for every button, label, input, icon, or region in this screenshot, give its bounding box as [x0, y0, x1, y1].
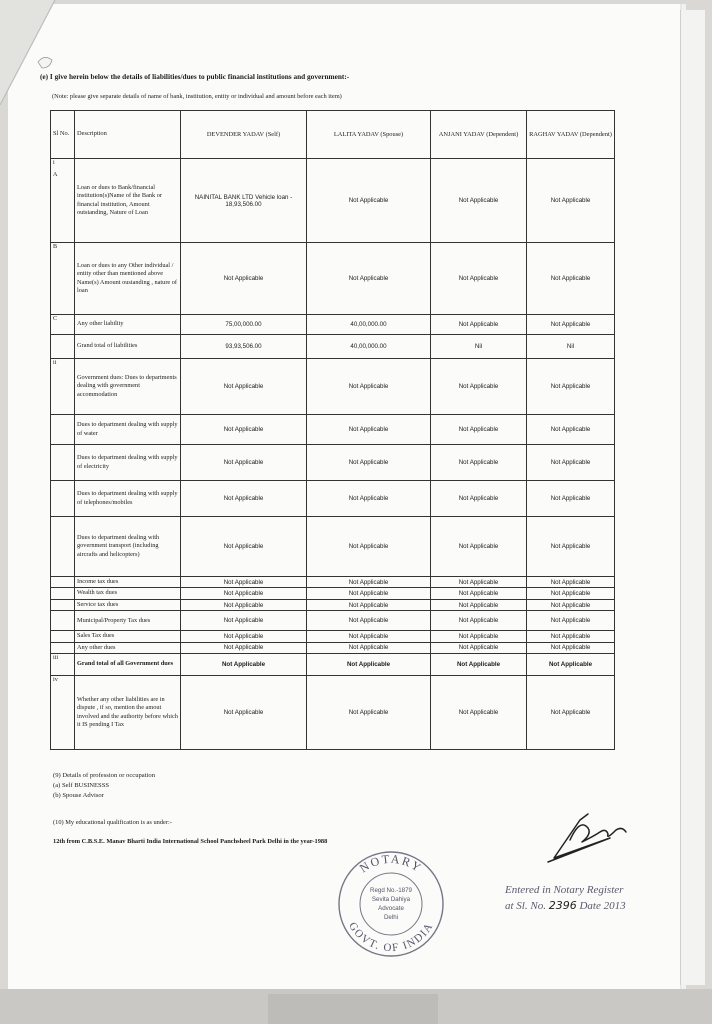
cell-sl	[51, 415, 75, 445]
cell-self: Not Applicable	[181, 642, 307, 653]
cell-sl	[51, 599, 75, 610]
table-row	[51, 588, 615, 599]
cell-dependent-2: Not Applicable	[527, 577, 615, 588]
cell-dependent-2: Not Applicable	[527, 642, 615, 653]
cell-description: Whether any other liabilities are in dispute , if so, mention the amout involved and the authority before which it IS pending I Tax	[75, 676, 181, 750]
cell-dependent-2: Not Applicable	[527, 611, 615, 631]
cell-dependent-2: Not Applicable	[527, 315, 615, 335]
cell-dependent-2: Not Applicable	[527, 599, 615, 610]
cell-spouse: Not Applicable	[307, 415, 431, 445]
profession-section	[53, 771, 155, 801]
cell-spouse: Not Applicable	[307, 243, 431, 315]
cell-description: Wealth tax dues	[75, 588, 181, 599]
table-row	[51, 315, 615, 335]
cell-spouse: 40,00,000.00	[307, 335, 431, 359]
cell-dependent-1: Not Applicable	[431, 481, 527, 517]
cell-dependent-2: Not Applicable	[527, 243, 615, 315]
cell-sl: ii	[51, 359, 75, 415]
table-row	[51, 517, 615, 577]
cell-sl	[51, 481, 75, 517]
cell-spouse: Not Applicable	[307, 631, 431, 642]
cell-dependent-1: Not Applicable	[431, 631, 527, 642]
cell-self: Not Applicable	[181, 631, 307, 642]
cell-dependent-1: Not Applicable	[431, 415, 527, 445]
cell-dependent-1: Not Applicable	[431, 243, 527, 315]
table-row	[51, 359, 615, 415]
header-dependent-2: RAGHAV YADAV (Dependent)	[527, 111, 615, 159]
cell-dependent-1: Not Applicable	[431, 159, 527, 243]
cell-dependent-2: Not Applicable	[527, 359, 615, 415]
cell-description: Municipal/Property Tax dues	[75, 611, 181, 631]
header-spouse: LALITA YADAV (Spouse)	[307, 111, 431, 159]
liabilities-table	[50, 110, 615, 750]
header-sl: Sl No.	[51, 111, 75, 159]
cell-spouse: Not Applicable	[307, 159, 431, 243]
seal-line-1: Regd No.-1879	[370, 887, 412, 894]
seal-line-2: Sevita Dahiya	[371, 896, 411, 903]
cell-description: Government dues: Dues to departments dealing with government accommodation	[75, 359, 181, 415]
cell-dependent-2: Not Applicable	[527, 631, 615, 642]
cell-sl	[51, 445, 75, 481]
cell-sl	[51, 642, 75, 653]
cell-description: Grand total of liabilities	[75, 335, 181, 359]
cell-spouse: Not Applicable	[307, 577, 431, 588]
cell-dependent-2: Not Applicable	[527, 654, 615, 676]
cell-spouse: Not Applicable	[307, 481, 431, 517]
cell-description: Sales Tax dues	[75, 631, 181, 642]
seal-line-3: Advocate	[378, 905, 404, 912]
header-self: DEVENDER YADAV (Self)	[181, 111, 307, 159]
cell-self: 75,00,000.00	[181, 315, 307, 335]
table-row	[51, 481, 615, 517]
table-row	[51, 611, 615, 631]
cell-dependent-1: Not Applicable	[431, 642, 527, 653]
header-dependent-1: ANJANI YADAV (Dependent)	[431, 111, 527, 159]
cell-dependent-1: Not Applicable	[431, 599, 527, 610]
cell-self: Not Applicable	[181, 517, 307, 577]
cell-sl: iii	[51, 654, 75, 676]
cell-description: Dues to department dealing with supply of electricity	[75, 445, 181, 481]
cell-sl	[51, 611, 75, 631]
cell-sl: i A	[51, 159, 75, 243]
cell-sl	[51, 335, 75, 359]
cell-dependent-2: Not Applicable	[527, 445, 615, 481]
register-date: Date 2013	[579, 900, 626, 912]
cell-spouse: Not Applicable	[307, 611, 431, 631]
seal-bottom-text: GOVT. OF INDIA	[346, 920, 436, 955]
cell-description: Loan or dues to Bank/financial institution(s)Name of the Bank or financial institution, Amount outstanding, Nature of Loan	[75, 159, 181, 243]
table-row	[51, 445, 615, 481]
liabilities-heading: (e) I give herein below the details of liabilities/dues to public financial institutions and government:-	[40, 72, 350, 81]
table-row	[51, 676, 615, 750]
cell-self: Not Applicable	[181, 415, 307, 445]
cell-self: Not Applicable	[181, 243, 307, 315]
cell-dependent-2: Not Applicable	[527, 517, 615, 577]
cell-description: Loan or dues to any Other individual / entity other than mentioned above Name(s) Amount oustanding , nature of loan	[75, 243, 181, 315]
notary-seal	[328, 848, 454, 960]
cell-description: Income tax dues	[75, 577, 181, 588]
cell-self: NAINITAL BANK LTD Vehicle loan - 18,93,506.00	[181, 159, 307, 243]
cell-description: Dues to department dealing with government transport (including aircrafts and helicopters)	[75, 517, 181, 577]
cell-description: Grand total of all Government dues	[75, 654, 181, 676]
register-line-2	[505, 898, 626, 914]
table-row	[51, 159, 615, 243]
cell-dependent-2: Not Applicable	[527, 588, 615, 599]
cell-description: Any other liability	[75, 315, 181, 335]
cell-dependent-1: Not Applicable	[431, 611, 527, 631]
register-line-1: Entered in Notary Register	[505, 884, 624, 896]
cell-dependent-1: Not Applicable	[431, 315, 527, 335]
cell-self: Not Applicable	[181, 445, 307, 481]
table-row	[51, 642, 615, 653]
cell-description: Any other dues	[75, 642, 181, 653]
cell-sl	[51, 517, 75, 577]
cell-self: 93,93,506.00	[181, 335, 307, 359]
cell-dependent-2: Not Applicable	[527, 676, 615, 750]
profession-spouse: (b) Spouse Advisor	[53, 792, 104, 799]
liabilities-note: (Note: please give separate details of name of bank, institution, entity or individual and amount before each item)	[52, 93, 342, 100]
cell-description: Service tax dues	[75, 599, 181, 610]
cell-dependent-2: Not Applicable	[527, 159, 615, 243]
cell-sl	[51, 631, 75, 642]
scanner-object	[268, 994, 438, 1024]
cell-dependent-1: Not Applicable	[431, 588, 527, 599]
svg-text:GOVT. OF INDIA	[346, 920, 436, 954]
cell-self: Not Applicable	[181, 611, 307, 631]
cell-sl: iv	[51, 676, 75, 750]
svg-text:NOTARY	[357, 852, 425, 876]
cell-spouse: 40,00,000.00	[307, 315, 431, 335]
cell-dependent-1: Nil	[431, 335, 527, 359]
cell-spouse: Not Applicable	[307, 445, 431, 481]
cell-self: Not Applicable	[181, 588, 307, 599]
page-stack-edge	[680, 10, 705, 985]
cell-dependent-1: Not Applicable	[431, 654, 527, 676]
cell-self: Not Applicable	[181, 599, 307, 610]
cell-self: Not Applicable	[181, 654, 307, 676]
cell-self: Not Applicable	[181, 481, 307, 517]
cell-spouse: Not Applicable	[307, 654, 431, 676]
cell-spouse: Not Applicable	[307, 642, 431, 653]
notary-register-stamp	[505, 882, 626, 914]
education-title: (10) My educational qualification is as under:-	[53, 819, 172, 826]
cell-dependent-2: Nil	[527, 335, 615, 359]
cell-sl: B	[51, 243, 75, 315]
header-description: Description	[75, 111, 181, 159]
cell-sl	[51, 588, 75, 599]
table-row	[51, 631, 615, 642]
register-serial-number: 2396	[548, 899, 577, 912]
cell-self: Not Applicable	[181, 359, 307, 415]
cell-self: Not Applicable	[181, 577, 307, 588]
cell-self: Not Applicable	[181, 676, 307, 750]
cell-dependent-1: Not Applicable	[431, 577, 527, 588]
seal-top-text: NOTARY	[356, 851, 426, 876]
signature-image	[540, 800, 630, 870]
cell-spouse: Not Applicable	[307, 359, 431, 415]
cell-dependent-2: Not Applicable	[527, 415, 615, 445]
cell-dependent-1: Not Applicable	[431, 517, 527, 577]
table-row	[51, 654, 615, 676]
cell-spouse: Not Applicable	[307, 588, 431, 599]
cell-description: Dues to department dealing with supply of water	[75, 415, 181, 445]
register-serial-prefix: at Sl. No.	[505, 900, 546, 912]
cell-description: Dues to department dealing with supply of telephones/mobiles	[75, 481, 181, 517]
education-detail: 12th from C.B.S.E. Manav Bharti India International School Panchsheel Park Delhi in the year-1988	[53, 838, 328, 845]
cell-dependent-2: Not Applicable	[527, 481, 615, 517]
cell-dependent-1: Not Applicable	[431, 676, 527, 750]
table-header-row	[51, 111, 615, 159]
table-row	[51, 415, 615, 445]
cell-dependent-1: Not Applicable	[431, 359, 527, 415]
table-row	[51, 335, 615, 359]
cell-spouse: Not Applicable	[307, 599, 431, 610]
table-row	[51, 577, 615, 588]
cell-sl	[51, 577, 75, 588]
table-row	[51, 243, 615, 315]
profession-self: (a) Self BUSINESSS	[53, 782, 110, 789]
cell-sl: C	[51, 315, 75, 335]
seal-line-4: Delhi	[383, 914, 399, 921]
cell-spouse: Not Applicable	[307, 517, 431, 577]
table-row	[51, 599, 615, 610]
cell-dependent-1: Not Applicable	[431, 445, 527, 481]
profession-title: (9) Details of profession or occupation	[53, 772, 155, 779]
cell-spouse: Not Applicable	[307, 676, 431, 750]
